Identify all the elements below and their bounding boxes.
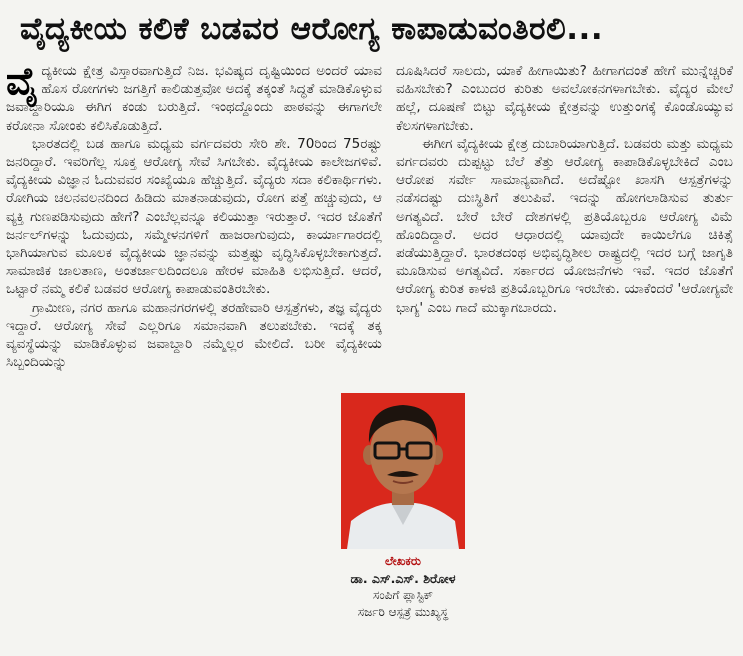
author-portrait-image xyxy=(341,393,465,549)
paragraph-3: ಗ್ರಾಮೀಣ, ನಗರ ಹಾಗೂ ಮಹಾನಗರಗಳಲ್ಲಿ ತರಹೇವಾರಿ ಆಸ್ಪತ್ರೆಗಳು, ತಜ್ಞ ವೈದ್ಯರು ಇದ್ದಾರೆ. ಆರೋಗ್ಯ ಸೇವೆ ಎಲ್ಲರಿಗೂ ಸಮಾನವಾಗಿ ತಲುಪಬೇಕು. ಇದಕ್ಕೆ ತಕ್ಕ ವ್ಯವಸ್ಥೆಯನ್ನು ಮಾಡಿಕೊಳ್ಳುವ ಜವಾಬ್ದಾರಿ ನಮ್ಮೆಲ್ಲರ ಮೇಲಿದೆ. ಬರೀ ವೈದ್ಯಕೀಯ ಸಿಬ್ಬಂದಿಯನ್ನು xyxy=(6,299,382,371)
author-title-line-2: ಸರ್ಜರಿ ಆಸ್ಪತ್ರೆ ಮುಖ್ಯಸ್ಥ xyxy=(357,605,449,619)
headline: ವೈದ್ಯಕೀಯ ಕಲಿಕೆ ಬಡವರ ಆರೋಗ್ಯ ಕಾಪಾಡುವಂತಿರಲಿ... xyxy=(20,10,604,47)
paragraph-4: ದೂಷಿಸಿದರೆ ಸಾಲದು, ಯಾಕೆ ಹೀಗಾಯಿತು? ಹೀಗಾಗದಂತೆ ಹೇಗೆ ಮುನ್ನೆಚ್ಚರಿಕೆ ವಹಿಸಬೇಕು? ಎಂಬುದರ ಕುರಿತು ಅವಲೋಕನಗಳಾಗಬೇಕು. ವೈದ್ಯರ ಮೇಲೆ ಹಲ್ಲೆ, ದೂಷಣೆ ಬಿಟ್ಟು ವೈದ್ಯಕೀಯ ಕ್ಷೇತ್ರವನ್ನು ಉತ್ತುಂಗಕ್ಕೆ ಕೊಂಡೊಯ್ಯುವ ಕೆಲಸಗಳಾಗಬೇಕು. xyxy=(396,63,733,134)
author-role: ಲೇಖಕರು xyxy=(384,554,421,568)
paragraph-2: ಭಾರತದಲ್ಲಿ ಬಡ ಹಾಗೂ ಮಧ್ಯಮ ವರ್ಗದವರು ಸೇರಿ ಶೇ. 70ರಿಂದ 75ರಷ್ಟು ಜನರಿದ್ದಾರೆ. ಇವರಿಗೆಲ್ಲ ಸೂಕ್ತ ಆರೋಗ್ಯ ಸೇವೆ ಸಿಗಬೇಕು. ವೈದ್ಯಕೀಯ ಕಾಲೇಜಗಳಿವೆ. ವೈದ್ಯಕೀಯ ವಿಜ್ಞಾನ ಓದುವವರ ಸಂಖ್ಯೆಯೂ ಹೆಚ್ಚುತ್ತಿದೆ. ವೈದ್ಯರು ಸದಾ ಕಲಿಕಾರ್ಥಿಗಳು. ರೋಗಿಯ ಚಲನವಲನದಿಂದ ಹಿಡಿದು ಮಾತನಾಡುವುದು, ರೋಗ ಪತ್ತೆ ಹಚ್ಚುವುದು, ಆ ವ್ಯಕ್ತಿ ಗುಣಪಡಿಸುವುದು ಹೇಗೆ? ಎಂಬೆಲ್ಲವನ್ನೂ ಕಲಿಯುತ್ತಾ ಇರುತ್ತಾರೆ. ಇದರ ಜೊತೆಗೆ ಜರ್ನಲ್‌ಗಳನ್ನು ಓದುವುದು, ಸಮ್ಮೇಳನಗಳಿಗೆ ಹಾಜರಾಗುವುದು, ಕಾರ್ಯಾಗಾರದಲ್ಲಿ ಭಾಗಿಯಾಗುವ ಮೂಲಕ ವೈದ್ಯಕೀಯ ಜ್ಞಾನವನ್ನು ಮತ್ತಷ್ಟು ವೃದ್ಧಿಸಿಕೊಳ್ಳಬೇಕಾಗುತ್ತದೆ. ಸಾಮಾಜಿಕ ಜಾಲತಾಣ, ಅಂತರ್ಜಾಲದಿಂದಲೂ ಹೇರಳ ಮಾಹಿತಿ ಲಭಿಸುತ್ತಿದೆ. ಆದರೆ, ಒಟ್ಟಾರೆ ನಮ್ಮ ಕಲಿಕೆ ಬಡವರ ಆರೋಗ್ಯ ಕಾಪಾಡುವಂತಿರಬೇಕು. xyxy=(6,135,382,298)
author-title-line-1: ಸಂಪಿಗೆ ಪ್ಲಾಸ್ಟಿಕ್ xyxy=(372,588,434,602)
article-column-left xyxy=(6,59,382,652)
author-caption xyxy=(330,553,476,621)
author-name: ಡಾ. ಎಸ್.ಎಸ್. ಶಿರೋಳ xyxy=(350,571,456,586)
paragraph-5: ಈಗೀಗ ವೈದ್ಯಕೀಯ ಕ್ಷೇತ್ರ ದುಬಾರಿಯಾಗುತ್ತಿದೆ. ಬಡವರು ಮತ್ತು ಮಧ್ಯಮ ವರ್ಗದವರು ದುಪ್ಪಟ್ಟು ಬೆಲೆ ತೆತ್ತು ಆರೋಗ್ಯ ಕಾಪಾಡಿಕೊಳ್ಳಬೇಕಿದೆ ಎಂಬ ಆರೋಪ ಸರ್ವೇ ಸಾಮಾನ್ಯವಾಗಿದೆ. ಅದೆಷ್ಟೋ ಖಾಸಗಿ ಆಸ್ಪತ್ರೆಗಳನ್ನು ನಡೆಸದಷ್ಟು ದುಃಸ್ಥಿತಿಗೆ ತಲುಪಿವೆ. ಇದನ್ನು ಹೋಗಲಾಡಿಸುವ ತುರ್ತು ಅಗತ್ಯವಿದೆ. ಬೇರೆ ಬೇರೆ ದೇಶಗಳಲ್ಲಿ ಪ್ರತಿಯೊಬ್ಬರೂ ಆರೋಗ್ಯ ವಿಮೆ ಹೊಂದಿದ್ದಾರೆ. ಅದರ ಆಧಾರದಲ್ಲಿ ಯಾವುದೇ ಕಾಯಿಲೆಗೂ ಚಿಕಿತ್ಸೆ ಪಡೆಯುತ್ತಿದ್ದಾರೆ. ಭಾರತದಂಥ ಅಭಿವೃದ್ಧಿಶೀಲ ರಾಷ್ಟ್ರದಲ್ಲಿ ಇದರ ಬಗ್ಗೆ ಜಾಗೃತಿ ಮೂಡಿಸುವ ಅಗತ್ಯವಿದೆ. ಸರ್ಕಾರದ ಯೋಜನೆಗಳು ಇವೆ. ಇದರ ಜೊತೆಗೆ ಆರೋಗ್ಯ ಕುರಿತ ಕಾಳಜಿ ಪ್ರತಿಯೊಬ್ಬರಿಗೂ ಇರಬೇಕು. ಯಾಕೆಂದರೆ 'ಆರೋಗ್ಯವೇ ಭಾಗ್ಯ' ಎಂಬ ಗಾದೆ ಮುಕ್ಕಾಗಬಾರದು. xyxy=(396,135,733,316)
author-photo xyxy=(341,393,465,549)
dropcap: ವೈ xyxy=(6,59,39,103)
paragraph-1 xyxy=(6,59,382,135)
paragraph-1-text: ದ್ಯಕೀಯ ಕ್ಷೇತ್ರ ವಿಸ್ತಾರವಾಗುತ್ತಿದೆ ನಿಜ. ಭವಿಷ್ಯದ ದೃಷ್ಟಿಯಿಂದ ಅಂದರೆ ಯಾವ ಹೊಸ ರೋಗಗಳು ಜಗತ್ತಿಗೆ ಕಾಲಿಡುತ್ತವೋ ಅದಕ್ಕೆ ತಕ್ಕಂತೆ ಸಿದ್ಧತೆ ಮಾಡಿಕೊಳ್ಳುವ ಜವಾಬ್ದಾರಿಯೂ ಈಗಿಗ ಕಂಡು ಬರುತ್ತಿದೆ. ಇಂಥದ್ದೊಂದು ಪಾಠವನ್ನು ಈಗಾಗಲೇ ಕರೋನಾ ಸೋಂಕು ಕಲಿಸಿಕೊಡುತ್ತಿದೆ. xyxy=(6,63,382,134)
